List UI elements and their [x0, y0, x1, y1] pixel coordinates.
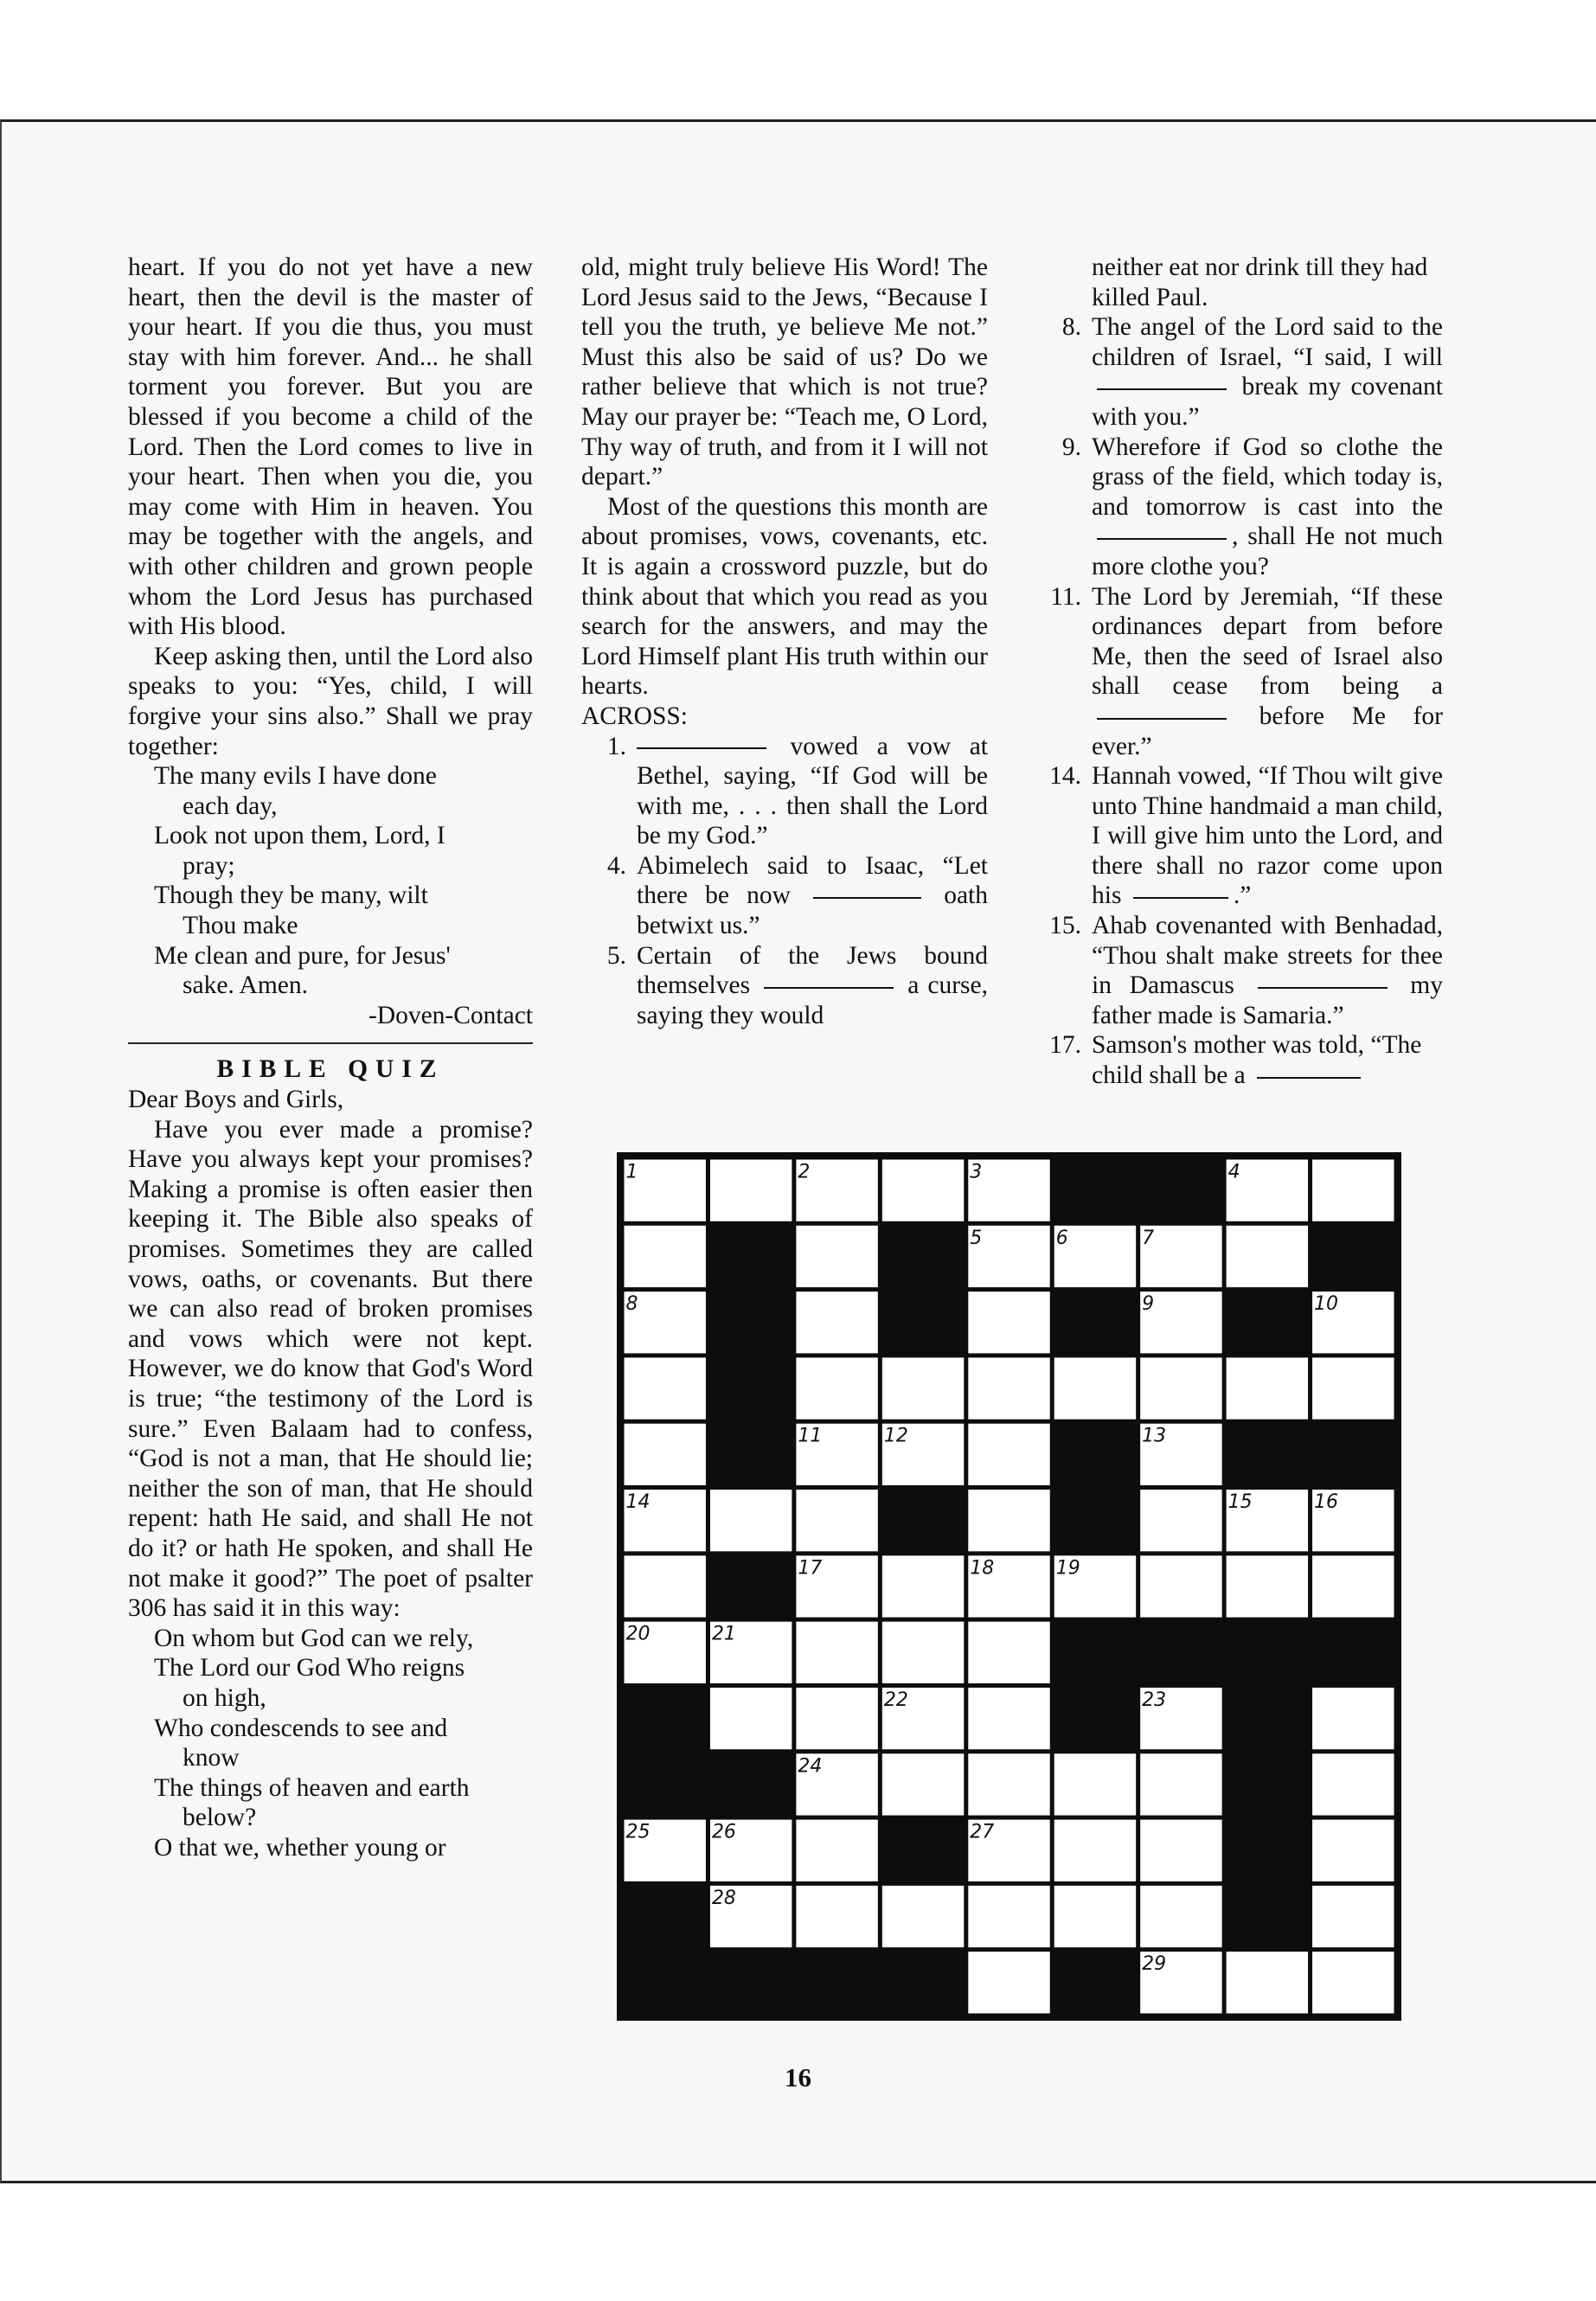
crossword-cell[interactable]: [968, 1952, 1049, 2013]
clue-15: [1036, 911, 1443, 1030]
poem-line: Thou make: [183, 912, 298, 940]
answer-blank: [1258, 986, 1388, 989]
crossword-cell[interactable]: [882, 1555, 964, 1617]
crossword-cell[interactable]: [625, 1555, 706, 1617]
clue-text-before: Certain of the Jews bound themselves: [637, 941, 988, 1000]
crossword-grid: [617, 1152, 1401, 2021]
crossword-cell[interactable]: [796, 1357, 877, 1419]
poem-line: The Lord our God Who reigns: [154, 1654, 465, 1682]
clue-number: 14.: [1049, 762, 1081, 791]
clue-number: 1.: [606, 732, 626, 760]
crossword-cell[interactable]: [968, 1490, 1049, 1551]
answer-blank: [1097, 388, 1227, 390]
crossword-cell[interactable]: [1140, 1357, 1221, 1419]
crossword-cell[interactable]: [625, 1357, 706, 1419]
clue-number: 17.: [1049, 1031, 1081, 1060]
clue-number-label: 9: [1142, 1293, 1155, 1316]
poem-line: Look not upon them, Lord, I: [154, 822, 445, 850]
crossword-cell[interactable]: [882, 1753, 964, 1815]
crossword-cell[interactable]: [1312, 1886, 1394, 1947]
clue-text: [1092, 312, 1443, 432]
crossword-cell[interactable]: [968, 1424, 1049, 1485]
column-2: [581, 253, 988, 1030]
poem-line: O that we, whether young or: [154, 1833, 446, 1862]
clue-number: 4.: [606, 851, 626, 880]
clue-8: [1036, 312, 1443, 432]
clue-number-label: 1: [625, 1161, 638, 1183]
attribution: -Doven-Contact: [368, 1001, 533, 1029]
crossword-cell[interactable]: [1312, 1357, 1394, 1419]
paragraph-keep-asking: Keep asking then, until the Lord also speaks to you: “Yes, child, I will forgive your sins also.” Shall we pray together:: [128, 642, 533, 760]
clue-number-label: 20: [625, 1623, 651, 1645]
clue-number-label: 10: [1314, 1293, 1339, 1316]
quiz-title: BIBLE QUIZ: [216, 1055, 445, 1084]
crossword-cell[interactable]: [1140, 1820, 1221, 1881]
clue-text: [1092, 582, 1443, 762]
crossword-cell[interactable]: [968, 1886, 1049, 1947]
clue-number: 11.: [1050, 582, 1081, 611]
crossword-cell[interactable]: [1312, 1753, 1394, 1815]
poem-line: pray;: [183, 851, 235, 880]
clue-number-label: 27: [970, 1821, 995, 1843]
crossword-cell[interactable]: [710, 1688, 792, 1749]
poem-line: Who condescends to see and: [154, 1714, 448, 1742]
clue-number: 15.: [1049, 912, 1081, 940]
clue-5: [581, 941, 988, 1031]
crossword-cell[interactable]: [1312, 1688, 1394, 1749]
clue-11: [1036, 582, 1443, 762]
poem-line: know: [183, 1744, 240, 1772]
clue-number-label: 11: [798, 1425, 823, 1447]
clue-1: [581, 732, 988, 851]
poem-line: each day,: [183, 792, 278, 820]
salutation: Dear Boys and Girls,: [128, 1086, 344, 1114]
clue-text-before: Hannah vowed, “If Thou wilt give unto Thine handmaid a man child, I will give him unto the Lord, and there shall no razor come upon his: [1092, 762, 1443, 910]
answer-blank: [637, 747, 766, 749]
crossword-cell[interactable]: [968, 1622, 1049, 1683]
crossword-cell[interactable]: [1054, 1820, 1136, 1881]
poem-line: sake. Amen.: [183, 971, 309, 1000]
clue-number-label: 12: [883, 1425, 908, 1447]
poem-line: On whom but God can we rely,: [154, 1624, 474, 1652]
clue-5-continued: [1036, 253, 1443, 312]
answer-blank: [1133, 896, 1228, 899]
clue-number-label: 22: [883, 1689, 908, 1711]
crossword-cell[interactable]: [1227, 1952, 1308, 2013]
clue-text-before: The angel of the Lord said to the children of Israel, “I said, I will: [1092, 313, 1443, 371]
clue-number: 9.: [1061, 433, 1081, 461]
clue-text: [1092, 761, 1443, 911]
clue-text-after: , shall He not much more clothe you?: [1092, 522, 1443, 580]
clue-text-before: Ahab covenanted with Benhadad, “Thou shalt make streets for thee in Damascus: [1092, 912, 1443, 1000]
crossword-cell[interactable]: [882, 1160, 964, 1221]
prayer-poem: [128, 761, 533, 1001]
clue-text: [637, 941, 988, 1031]
crossword-cell[interactable]: [796, 1688, 877, 1749]
paragraph-questions: Most of the questions this month are about promises, vows, covenants, etc. It is again a crossword puzzle, but do think about that which you read as you search for the answers, and may the Lord Himself plant His truth within our hearts.: [581, 492, 988, 701]
clue-number-label: 4: [1227, 1161, 1240, 1183]
clue-text-before: Samson's mother was told, “The child shall be a: [1092, 1031, 1422, 1090]
clue-number-spacer: [1036, 253, 1092, 312]
clue-number-label: 18: [970, 1557, 995, 1580]
clue-number-label: 13: [1142, 1425, 1167, 1447]
clue-number-label: 19: [1055, 1557, 1080, 1580]
clue-number-label: 2: [798, 1161, 811, 1183]
clue-number-label: 23: [1142, 1689, 1167, 1711]
clue-4: [581, 851, 988, 941]
clue-number-label: 28: [711, 1887, 736, 1909]
clue-text-after: break my covenant with you.”: [1092, 373, 1443, 431]
clue-number-label: 29: [1142, 1953, 1167, 1976]
clue-number-label: 5: [970, 1227, 983, 1249]
poem-line: Though they be many, wilt: [154, 881, 428, 910]
crossword-cell[interactable]: [1227, 1555, 1308, 1617]
column-3: [1036, 253, 1443, 1091]
crossword-cell[interactable]: [1054, 1886, 1136, 1947]
crossword-cell[interactable]: [625, 1226, 706, 1287]
crossword-cell[interactable]: [796, 1886, 877, 1947]
clue-number-label: 14: [625, 1491, 651, 1514]
crossword-cell[interactable]: [1227, 1226, 1308, 1287]
crossword-cell[interactable]: [796, 1292, 877, 1353]
column-1: [128, 253, 533, 1862]
answer-blank: [1257, 1076, 1361, 1079]
clue-number-label: 7: [1142, 1227, 1155, 1249]
across-heading: ACROSS:: [581, 702, 688, 730]
poem-line: Me clean and pure, for Jesus': [154, 941, 451, 970]
clue-9: [1036, 433, 1443, 582]
crossword-cell[interactable]: [796, 1820, 877, 1881]
clue-text: [1092, 433, 1443, 582]
clue-number-label: 21: [711, 1623, 736, 1645]
clue-text: [637, 851, 988, 941]
poem-line: below?: [183, 1804, 257, 1832]
crossword-cell[interactable]: [1140, 1555, 1221, 1617]
clue-number-label: 3: [970, 1161, 983, 1183]
clue-number-label: 25: [625, 1821, 651, 1843]
clue-text: [1092, 1030, 1443, 1090]
crossword-cell[interactable]: [1312, 1160, 1394, 1221]
clue-text-after: vowed a vow at Bethel, saying, “If God will be with me, . . . then shall the Lord be my God.”: [637, 732, 988, 850]
crossword-cell[interactable]: [1227, 1357, 1308, 1419]
clue-text-after: .”: [1233, 881, 1252, 910]
crossword-cell[interactable]: [1140, 1886, 1221, 1947]
clue-text: neither eat nor drink till they had killed Paul.: [1092, 253, 1428, 311]
clue-text-after: my father made is Samaria.”: [1092, 971, 1443, 1029]
clue-17: [1036, 1030, 1443, 1090]
crossword-cell[interactable]: [1054, 1357, 1136, 1419]
crossword-cell[interactable]: [968, 1688, 1049, 1749]
paragraph-promise: Have you ever made a promise? Have you always kept your promises? Making a promise is often easier then keeping it. The Bible also speaks of promises. Sometimes they are called vows, oaths, or covenants. But there we can also read of broken promises and vows which were not kept. However, we do know that God's Word is true; “the testimony of the Lord is sure.” Even Balaam had to confess, “God is not a man, that He should lie; neither the son of man, that He should repent: hath He said, and shall He not do it? or hath He spoken, and shall He not make it good?” The poet of psalter 306 has said it in this way:: [128, 1115, 533, 1623]
clue-number-label: 6: [1055, 1227, 1068, 1249]
clue-text: [1092, 911, 1443, 1030]
crossword-cell[interactable]: [796, 1226, 877, 1287]
answer-blank: [813, 896, 921, 899]
crossword-cell[interactable]: [968, 1753, 1049, 1815]
psalter-poem: [128, 1624, 533, 1863]
clue-14: [1036, 761, 1443, 911]
clue-number-label: 8: [625, 1293, 638, 1316]
clue-text-before: The Lord by Jeremiah, “If these ordinances depart from before Me, then the seed of Israel also shall cease from being a: [1092, 582, 1443, 701]
crossword-cell[interactable]: [710, 1160, 792, 1221]
crossword-cell[interactable]: [882, 1357, 964, 1419]
clue-text-after: a curse, saying they would: [637, 971, 988, 1029]
crossword-cell[interactable]: [796, 1622, 877, 1683]
paragraph-believe: old, might truly believe His Word! The Lord Jesus said to the Jews, “Because I tell you the truth, ye believe Me not.” Must this also be said of us? Do we rather believe that which is not true? May our prayer be: “Teach me, O Lord, Thy way of truth, and from it I will not depart.”: [581, 253, 988, 491]
crossword-cell[interactable]: [1312, 1555, 1394, 1617]
crossword-cell[interactable]: [710, 1490, 792, 1551]
clue-number-label: 17: [798, 1557, 823, 1580]
clue-number-label: 24: [798, 1755, 823, 1778]
clue-number-label: 16: [1314, 1491, 1339, 1514]
clue-number-label: 15: [1227, 1491, 1253, 1514]
crossword-cell[interactable]: [882, 1622, 964, 1683]
page-number: 16: [785, 2062, 811, 2093]
clue-text-after: oath betwixt us.”: [637, 881, 989, 940]
poem-line: The things of heaven and earth: [154, 1773, 470, 1802]
clue-number: 5.: [606, 941, 626, 970]
clue-text-before: Abimelech said to Isaac, “Let there be now: [637, 851, 988, 910]
poem-line: on high,: [183, 1683, 266, 1712]
paragraph-heart: heart. If you do not yet have a new heart, then the devil is the master of your heart. If you die thus, you must stay with him forever. And... he shall torment you forever. But you are blessed if you become a child of the Lord. Then the Lord comes to live in your heart. Then when you die, you may come with Him in heaven. You may be together with the angels, and with other children and grown people whom the Lord Jesus has purchased with His blood.: [128, 253, 533, 641]
crossword-cell[interactable]: [796, 1490, 877, 1551]
crossword-cell[interactable]: [968, 1292, 1049, 1353]
crossword-cell[interactable]: [625, 1424, 706, 1485]
crossword-cell[interactable]: [1140, 1753, 1221, 1815]
crossword-cell[interactable]: [882, 1886, 964, 1947]
clue-number: 8.: [1061, 313, 1081, 342]
crossword-cell[interactable]: [1312, 1952, 1394, 2013]
clue-text: [637, 732, 988, 851]
answer-blank: [1097, 537, 1227, 540]
crossword-cell[interactable]: [968, 1357, 1049, 1419]
crossword-cell[interactable]: [1054, 1753, 1136, 1815]
crossword-cell[interactable]: [1312, 1820, 1394, 1881]
section-divider: [128, 1042, 533, 1044]
poem-line: The many evils I have done: [154, 762, 437, 791]
crossword-cell[interactable]: [1140, 1490, 1221, 1551]
clue-number-label: 26: [711, 1821, 736, 1843]
clue-text-before: Wherefore if God so clothe the grass of the field, which today is, and tomorrow is cast into the: [1092, 433, 1443, 521]
answer-blank: [1097, 717, 1227, 720]
answer-blank: [764, 986, 894, 989]
clue-text-after: before Me for ever.”: [1092, 702, 1443, 760]
